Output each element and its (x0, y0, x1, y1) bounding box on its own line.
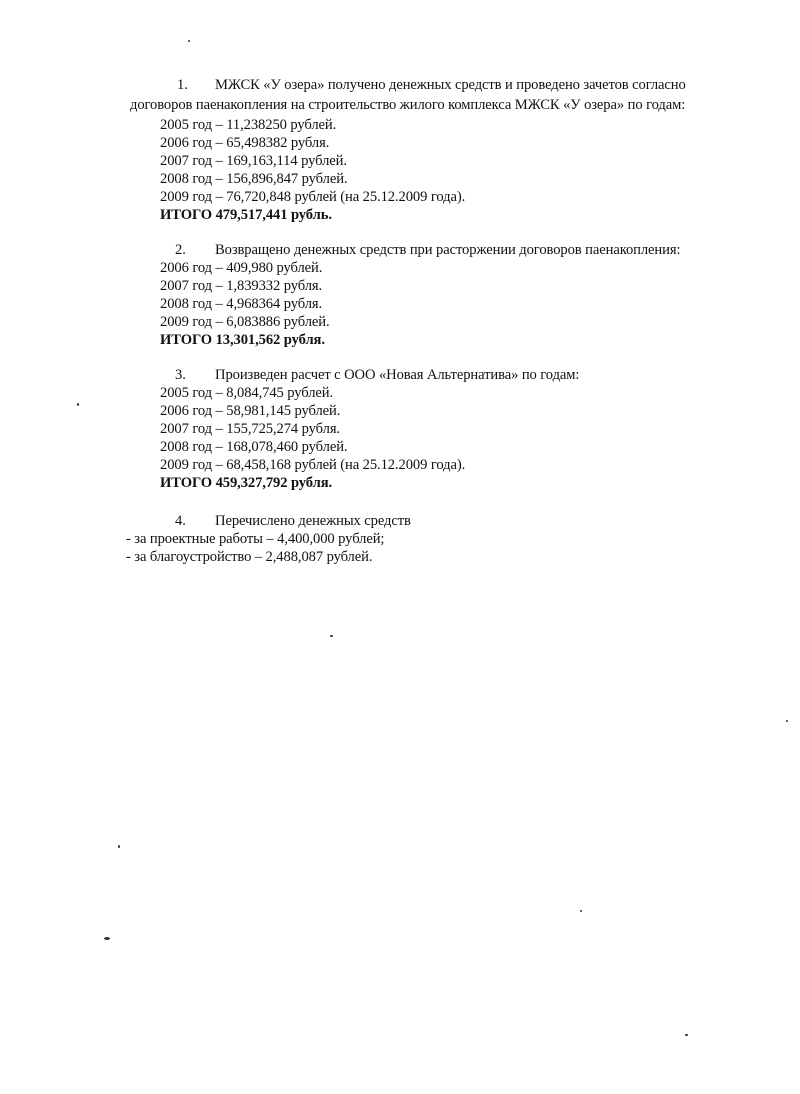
section-3-item: 2008 год – 168,078,460 рублей. (160, 439, 348, 455)
section-1-item: 2008 год – 156,896,847 рублей. (160, 171, 348, 187)
section-1-item: 2007 год – 169,163,114 рублей. (160, 153, 347, 169)
section-3-item: 2006 год – 58,981,145 рублей. (160, 403, 341, 419)
section-3-item: 2009 год – 68,458,168 рублей (на 25.12.2009 года). (160, 457, 466, 473)
section-4-number: 4. (175, 513, 186, 529)
section-1-heading-line1: МЖСК «У озера» получено денежных средств и проведено зачетов согласно (215, 77, 686, 93)
scan-speck (188, 40, 190, 42)
section-3-heading-line1: Произведен расчет с ООО «Новая Альтернатива» по годам: (215, 367, 580, 383)
scan-speck (685, 1034, 688, 1036)
section-4-item: - за благоустройство – 2,488,087 рублей. (126, 549, 373, 565)
section-3-total: ИТОГО 459,327,792 рубля. (160, 475, 333, 491)
scan-speck (104, 937, 110, 940)
section-1-item: 2009 год – 76,720,848 рублей (на 25.12.2009 года). (160, 189, 466, 205)
section-1-item: 2006 год – 65,498382 рубля. (160, 135, 330, 151)
section-1-number: 1. (177, 77, 188, 93)
scan-speck (786, 720, 788, 722)
section-1-heading-line2: договоров паенакопления на строительство жилого комплекса МЖСК «У озера» по годам: (130, 97, 686, 113)
section-2-total: ИТОГО 13,301,562 рубля. (160, 332, 325, 348)
scan-speck (77, 403, 79, 406)
section-4-heading-line1: Перечислено денежных средств (215, 513, 411, 529)
section-2-item: 2008 год – 4,968364 рубля. (160, 296, 323, 312)
scan-speck (330, 635, 333, 637)
section-1-item: 2005 год – 11,238250 рублей. (160, 117, 337, 133)
section-2-item: 2009 год – 6,083886 рублей. (160, 314, 330, 330)
section-2-heading-line1: Возвращено денежных средств при расторжении договоров паенакопления: (215, 242, 681, 258)
section-2-item: 2007 год – 1,839332 рубля. (160, 278, 323, 294)
section-2-item: 2006 год – 409,980 рублей. (160, 260, 323, 276)
section-3-number: 3. (175, 367, 186, 383)
section-2-number: 2. (175, 242, 186, 258)
section-4-item: - за проектные работы – 4,400,000 рублей; (126, 531, 385, 547)
section-3-item: 2005 год – 8,084,745 рублей. (160, 385, 334, 401)
section-3-item: 2007 год – 155,725,274 рубля. (160, 421, 340, 437)
scan-speck (580, 910, 582, 912)
section-1-total: ИТОГО 479,517,441 рубль. (160, 207, 332, 223)
scan-speck (118, 845, 120, 848)
